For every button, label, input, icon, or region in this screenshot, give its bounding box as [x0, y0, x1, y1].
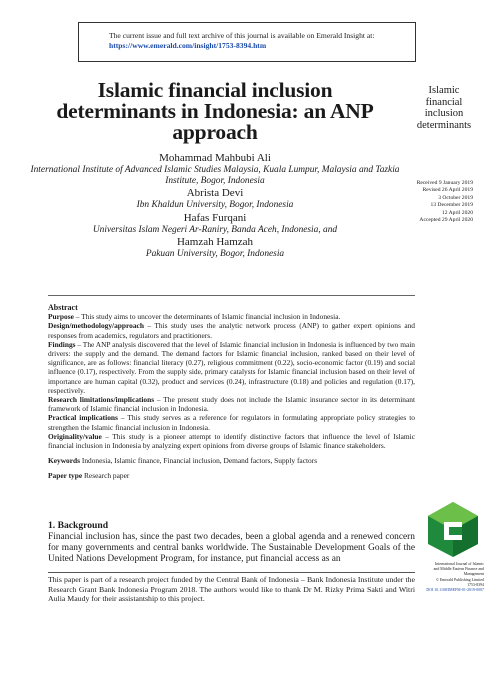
paper-type-label: Paper type [48, 471, 83, 481]
article-history [395, 180, 473, 224]
section-label: Findings [48, 339, 76, 349]
section-heading: 1. Background [48, 520, 109, 531]
history-date: Accepted 29 April 2020 [419, 217, 473, 224]
author-affiliation: International Institute of Advanced Islamic Studies Malaysia, Kuala Lumpur, Malaysia and Tazkia Institute, Bogor, Indonesia [30, 165, 400, 187]
journal-info [422, 562, 484, 593]
section-label: Design/methodology/approach [48, 321, 144, 331]
body-paragraph: Financial inclusion has, since the past two decades, been a global agenda and a renewed concern for many governments and central banks worldwide. The Sustainable Development Goals of the United Nations Development Program, for instance, put financial access as an [48, 532, 415, 565]
paper-type [48, 471, 415, 480]
abstract-section [48, 312, 415, 321]
section-text: – This study is a pioneer attempt to identify distinctive factors that influence the level of Islamic financial inclusion in Indonesia by analyzing expert opinions from diverse groups of Islamic finance stakeholders. [48, 431, 415, 451]
journal-info-line: and Middle Eastern Finance and [433, 567, 484, 572]
history-date: Revised 26 April 2019 [422, 187, 473, 194]
keywords-label: Keywords [48, 456, 81, 466]
history-date: 13 December 2019 [430, 202, 473, 209]
keywords-text: Indonesia, Islamic finance, Financial inclusion, Demand factors, Supply factors [80, 456, 318, 466]
history-date: Received 9 January 2019 [416, 180, 473, 186]
running-title-line: inclusion [424, 108, 464, 120]
author-affiliation: Pakuan University, Bogor, Indonesia [145, 248, 285, 259]
abstract-section [48, 432, 415, 450]
section-text: – The present study does not include the Islamic insurance sector in its determinant framework of Islamic financial inclusion in Indonesia. [48, 395, 416, 414]
journal-info-line: © Emerald Publishing Limited [435, 577, 484, 582]
running-title-line: financial [425, 96, 463, 108]
abstract-divider [48, 295, 415, 296]
section-label: Originality/value [48, 431, 102, 441]
running-title [404, 85, 484, 131]
journal-info-line: Management [463, 572, 484, 577]
abstract-section [48, 395, 415, 413]
author-affiliation: Universitas Islam Negeri Ar-Raniry, Banda Aceh, Indonesia, and [92, 224, 338, 235]
abstract-heading: Abstract [48, 303, 78, 312]
journal-info-line: International Journal of Islamic [435, 562, 484, 566]
abstract-section [48, 321, 415, 339]
running-title-line: determinants [416, 119, 472, 131]
running-title-line: Islamic [428, 85, 460, 96]
abstract [48, 303, 415, 481]
section-text: – This study uses the analytic network process (ANP) to gather expert opinions and responses from academics, regulators and practitioners. [48, 321, 415, 340]
author-name: Abrista Devi [186, 187, 244, 200]
section-label: Research limitations/implications [48, 395, 155, 405]
keywords [48, 456, 415, 465]
author-name: Mohammad Mahbubi Ali [159, 152, 271, 164]
section-label: Practical implications [48, 413, 118, 423]
history-date: 12 April 2020 [441, 209, 473, 216]
paper-type-text: Research paper [82, 471, 130, 481]
abstract-section [48, 413, 415, 431]
section-text: – This study serves as a reference for regulators in formulating appropriate policy strategies to strengthen the Islamic financial inclusion in Indonesia. [48, 413, 415, 432]
section-label: Purpose [48, 312, 74, 322]
author-block [30, 152, 400, 260]
doi-link[interactable]: DOI 10.1108/IMEFM-01-2019-0007 [426, 588, 484, 593]
footnote-divider [48, 572, 415, 573]
publisher-logo [424, 500, 482, 558]
notice-text: The current issue and full text archive of this journal is available on Emerald Insight at: [109, 31, 375, 40]
journal-link[interactable]: https://www.emerald.com/insight/1753-8394.htm [109, 41, 267, 50]
author-name: Hafas Furqani [183, 211, 247, 224]
section-text: – The ANP analysis discovered that the level of Islamic financial inclusion in Indonesia is influenced by two main drivers: the supply and the demand. The demand factors for Islamic financial inclusion, ranked based on their level of significance, are as follows: financial literacy (0.27), religious commitment (0.22), socio-economic factor (0.19) and social influence (0.17), respectively. From the supply side, primary catalysts for Islamic financial inclusion based on their level of importance are human capital (0.32), product and services (0.24), infrastructure (0.18) and policies and regulation (0.17), respectively. [48, 339, 415, 395]
emerald-logo-icon [424, 500, 482, 558]
section-text: – This study aims to uncover the determinants of Islamic financial inclusion in Indonesia. [73, 312, 341, 322]
history-date: 3 October 2019 [438, 194, 473, 201]
abstract-section [48, 340, 415, 395]
author-affiliation: Ibn Khaldun University, Bogor, Indonesia [136, 200, 294, 211]
footnote: This paper is part of a research project funded by the Central Bank of Indonesia – Bank Indonesia Institute under the Research Grant Bank Indonesia Program 2018. The authors would like to thank Dr M. Rizky Prima Sakti and Witri Aulia Maudy for their assistantship to this project. [48, 575, 415, 604]
journal-availability-notice [78, 22, 416, 62]
article-title: Islamic financial inclusion determinants in Indonesia: an ANP approach [56, 78, 374, 144]
author-name: Hamzah Hamzah [176, 235, 254, 248]
journal-info-line: 1753-8394 [467, 582, 484, 587]
